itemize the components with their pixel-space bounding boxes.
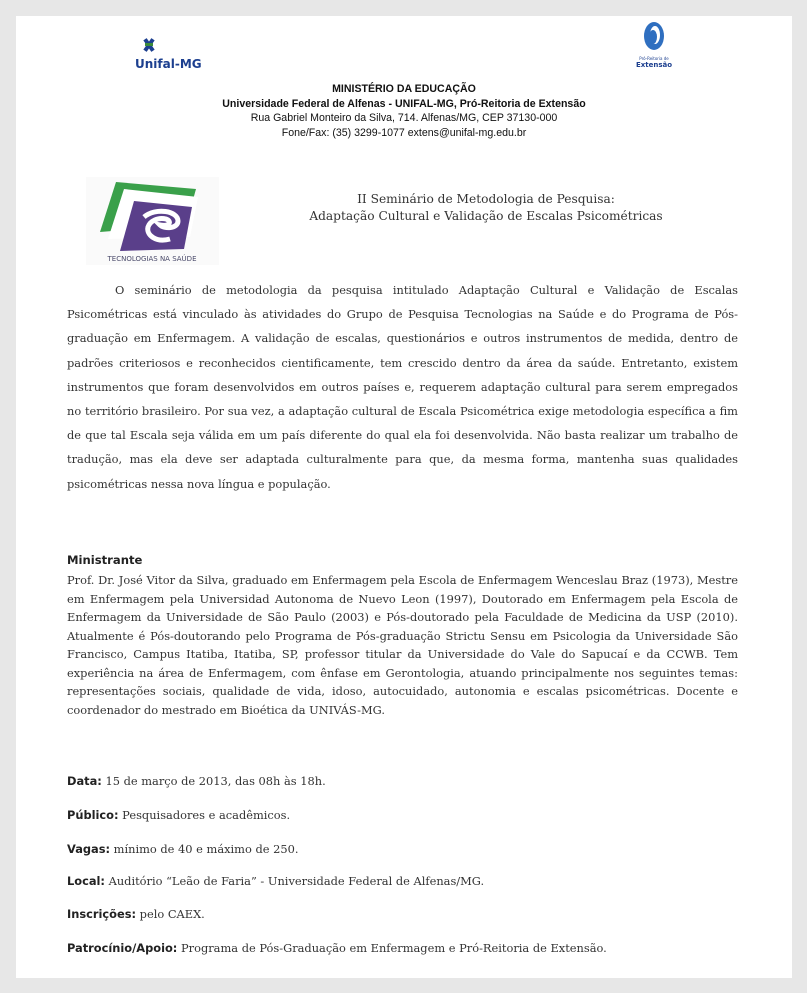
ministrante-heading: Ministrante [67,553,143,567]
svg-text:Pró-Reitoria de: Pró-Reitoria de [639,56,669,61]
extensao-logo [635,18,673,70]
seminar-title [256,191,716,225]
info-patrocinio: Patrocínio/Apoio: Programa de Pós-Graduação em Enfermagem e Pró-Reitoria de Extensão. [67,941,607,955]
unifal-logo [134,36,202,76]
svg-text:TECNOLOGIAS NA SAÚDE: TECNOLOGIAS NA SAÚDE [107,255,197,263]
info-local: Local: Auditório “Leão de Faria” - Universidade Federal de Alfenas/MG. [67,874,485,888]
document-page [16,16,792,978]
svg-text:Unifal-MG: Unifal-MG [135,57,202,71]
seminar-title-line2: Adaptação Cultural e Validação de Escalas Psicométricas [309,209,663,223]
description-paragraph: O seminário de metodologia da pesquisa intitulado Adaptação Cultural e Validação de Escalas Psicométricas está vinculado às atividades do Grupo de Pesquisa Tecnologias na Saúde e do Programa de Pós-graduação em Enfermagem. A validação de escalas, questionários e outros instrumentos de medida, dentro de padrões criteriosos e reconhecidos cientificamente, tem crescido dentro da área da saúde. Entretanto, existem instrumentos que foram desenvolvidos em outros países e, requerem adaptação cultural para serem empregados no território brasileiro. Por sua vez, a adaptação cultural de Escala Psicométrica exige metodologia específica a fim de que tal Escala seja válida em um país diferente do qual ela foi desenvolvida. Não basta realizar um trabalho de tradução, mas ela deve ser adaptada culturalmente para que, da mesma forma, mantenha suas qualidades psicométricas nessa nova língua e população. [67,283,738,491]
tecnologias-na-saude-logo [86,177,219,265]
contact-line: Fone/Fax: (35) 3299-1077 extens@unifal-mg.edu.br [281,126,527,139]
info-publico: Público: Pesquisadores e acadêmicos. [67,808,291,822]
university-name: Universidade Federal de Alfenas - UNIFAL-MG, Pró-Reitoria de Extensão [222,97,586,110]
ministrante-bio: Prof. Dr. José Vitor da Silva, graduado em Enfermagem pela Escola de Enfermagem Wenceslau Braz (1973), Mestre em Enfermagem pela Universidad Autonoma de Nuevo Leon (1997), Doutorado em Enfermagem pela Escola de Enfermagem da Universidade de São Paulo (2003) e Pós-doutorado pela Faculdade de Medicina da USP (2010). Atualmente é Pós-doutorando pelo Programa de Pós-graduação Strictu Sensu em Psicologia da Universidade São Francisco, Campus Itatiba, Itatiba, SP, professor titular da Universidade do Vale do Sapucaí e da CCWB. Tem experiência na área de Enfermagem, com ênfase em Gerontologia, atuando principalmente nos seguintes temas: representações sociais, qualidade de vida, idoso, autocuidado, autonomia e escalas psicométricas. Docente e coordenador do mestrado em Bioética da UNIVÁS-MG. [67,573,738,717]
svg-text:Extensão: Extensão [635,61,673,69]
info-vagas: Vagas: mínimo de 40 e máximo de 250. [67,842,299,856]
info-data: Data: 15 de março de 2013, das 08h às 18h. [67,774,326,788]
ministry-name: MINISTÉRIO DA EDUCAÇÃO [332,83,476,95]
letterhead [16,80,792,139]
seminar-title-line1: II Seminário de Metodologia de Pesquisa: [357,192,615,206]
info-inscricoes: Inscrições: pelo CAEX. [67,907,205,921]
address-line: Rua Gabriel Monteiro da Silva, 714. Alfenas/MG, CEP 37130-000 [250,112,558,124]
